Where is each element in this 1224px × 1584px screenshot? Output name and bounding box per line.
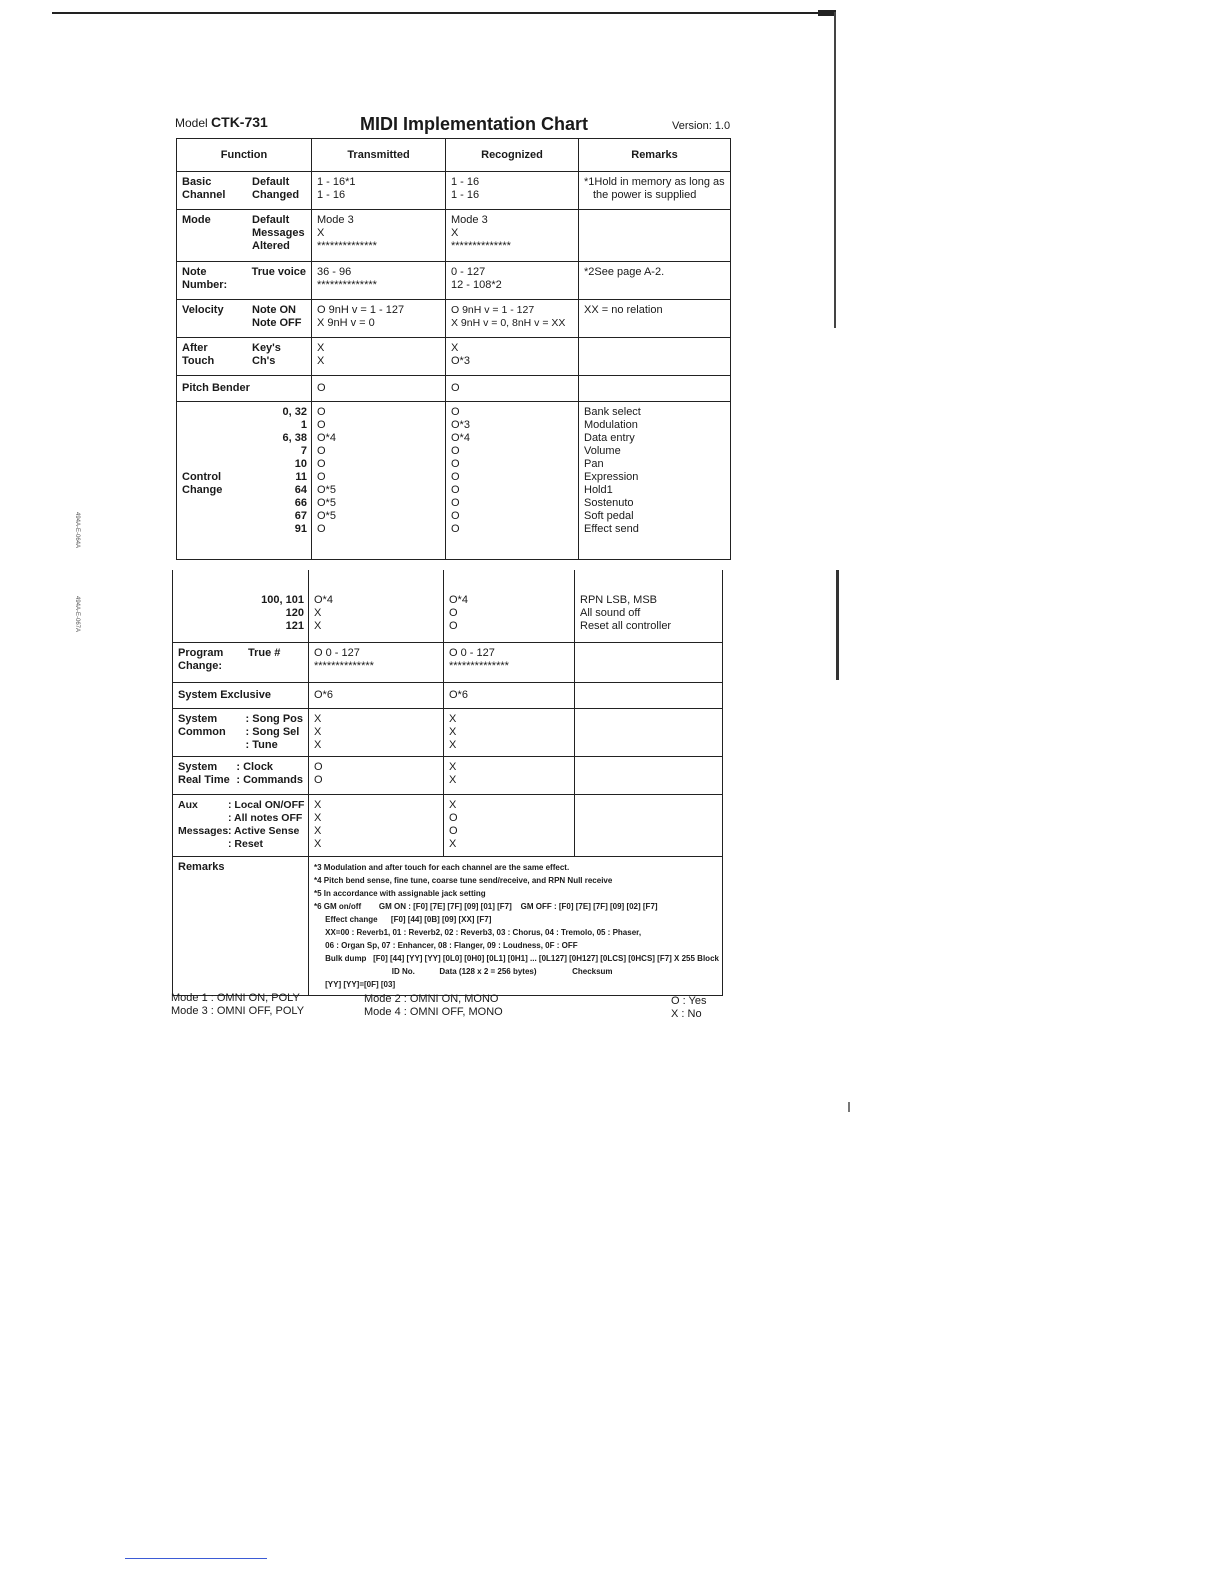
remarks-cell	[575, 682, 723, 708]
remarks-notes	[309, 856, 723, 995]
function-cell: System Common : Song Pos : Song Sel : Tune	[173, 708, 309, 756]
function-cell: Basic Channel Default Changed	[177, 172, 312, 210]
function-cell: System Real Time : Clock : Commands	[173, 756, 309, 794]
recognized-value: O	[451, 497, 460, 509]
remark-text: Hold1	[584, 484, 613, 496]
remarks-cell: *1Hold in memory as long as the power is supplied	[579, 172, 731, 210]
recognized-cell: O 0 - 127 **************	[444, 642, 575, 682]
remark-text: Soft pedal	[584, 510, 634, 522]
row-system-exclusive	[173, 682, 723, 708]
col-function: Function	[177, 139, 312, 172]
col-recognized: Recognized	[446, 139, 579, 172]
legend-modes-left: Mode 1 : OMNI ON, POLY Mode 3 : OMNI OFF, POLY	[171, 992, 305, 1017]
remarks-cell	[575, 570, 723, 642]
row-velocity	[177, 300, 731, 338]
transmitted-value: O*5	[317, 484, 336, 496]
recognized-cell: X O*3	[446, 338, 579, 376]
recognized-cell: 1 - 16 1 - 16	[446, 172, 579, 210]
transmitted-cell: O 9nH v = 1 - 127 X 9nH v = 0	[312, 300, 446, 338]
transmitted-cell: O 0 - 127 **************	[309, 642, 444, 682]
function-cell: Velocity Note ON Note OFF	[177, 300, 312, 338]
remarks-cell	[579, 402, 731, 560]
remark-text: Pan	[584, 458, 604, 470]
cc-number: 121	[285, 620, 304, 632]
recognized-cell: X O O X	[444, 794, 575, 856]
recognized-cell: X X	[444, 756, 575, 794]
cc-number: 91	[294, 523, 307, 535]
legend-modes-middle: Mode 2 : OMNI ON, MONO Mode 4 : OMNI OFF, MONO	[364, 993, 503, 1018]
remarks-cell	[579, 210, 731, 262]
row-program-change	[173, 642, 723, 682]
transmitted-value: O*5	[317, 510, 336, 522]
side-code-1: 494A-E-064A	[74, 512, 80, 549]
recognized-cell	[446, 402, 579, 560]
transmitted-cell: O*6	[309, 682, 444, 708]
recognized-cell: X X X	[444, 708, 575, 756]
row-system-common	[173, 708, 723, 756]
transmitted-value: O*5	[317, 497, 336, 509]
recognized-cell: O 9nH v = 1 - 127 X 9nH v = 0, 8nH v = XX	[446, 300, 579, 338]
recognized-value: O	[451, 406, 460, 418]
remark-note-line: [YY] [YY]=[0F] [03]	[314, 979, 396, 989]
transmitted-cell	[312, 402, 446, 560]
recognized-cell: O	[446, 376, 579, 402]
model-prefix: Model	[175, 116, 208, 130]
recognized-value: O	[449, 607, 458, 619]
recognized-value: O	[451, 445, 460, 457]
cc-number: 100, 101	[261, 594, 304, 606]
midi-table-part1	[176, 138, 731, 560]
recognized-value: O	[449, 620, 458, 632]
cc-number: 120	[285, 607, 304, 619]
remarks-cell: *2See page A-2.	[579, 262, 731, 300]
remark-note-line: XX=00 : Reverb1, 01 : Reverb2, 02 : Reverb3, 03 : Chorus, 04 : Tremolo, 05 : Phaser,	[314, 927, 642, 937]
row-after-touch	[177, 338, 731, 376]
transmitted-cell	[309, 570, 444, 642]
transmitted-value: X	[314, 607, 322, 619]
remark-text: Reset all controller	[580, 620, 672, 632]
scan-border-right-lower	[836, 570, 839, 680]
transmitted-value: O	[317, 471, 326, 483]
remark-text: Bank select	[584, 406, 641, 418]
model-label	[175, 114, 268, 136]
remarks-cell	[575, 708, 723, 756]
version-label: Version: 1.0	[672, 120, 731, 132]
cc-number: 0, 32	[282, 406, 307, 418]
transmitted-cell: 36 - 96 **************	[312, 262, 446, 300]
recognized-value: O	[451, 523, 460, 535]
function-cell: System Exclusive	[173, 682, 309, 708]
midi-table-part2	[172, 570, 723, 996]
transmitted-value: O*4	[317, 432, 336, 444]
col-transmitted: Transmitted	[312, 139, 446, 172]
scan-border-top	[52, 12, 836, 14]
remarks-cell: XX = no relation	[579, 300, 731, 338]
recognized-cell	[444, 570, 575, 642]
cc-number: 6, 38	[282, 432, 307, 444]
transmitted-value: O	[317, 445, 326, 457]
transmitted-cell: O O	[309, 756, 444, 794]
recognized-value: O	[451, 471, 460, 483]
function-cell: Aux Messages : Local ON/OFF : All notes OFF : Active Sense : Reset	[173, 794, 309, 856]
cc-number: 64	[294, 484, 307, 496]
recognized-value: O	[451, 484, 460, 496]
remark-note-line: 06 : Organ Sp, 07 : Enhancer, 08 : Flanger, 09 : Loudness, 0F : OFF	[314, 940, 578, 950]
remark-text: Sostenuto	[584, 497, 634, 509]
col-remarks: Remarks	[579, 139, 731, 172]
recognized-cell: Mode 3 X **************	[446, 210, 579, 262]
remark-note-line: *4 Pitch bend sense, fine tune, coarse tune send/receive, and RPN Null receive	[314, 875, 613, 885]
legend-symbols: O : Yes X : No	[671, 995, 707, 1020]
transmitted-value: X	[314, 620, 322, 632]
recognized-value: O*3	[451, 419, 470, 431]
transmitted-cell: X X X	[309, 708, 444, 756]
cc-number: 66	[294, 497, 307, 509]
cc-number: 7	[300, 445, 307, 457]
function-cell: Note Number: True voice	[177, 262, 312, 300]
cc-number: 1	[300, 419, 307, 431]
scan-underline	[125, 1558, 267, 1559]
remark-note-line: Bulk dump [F0] [44] [YY] [YY] [0L0] [0H0] [0L1] [0H1] ... [0L127] [0H127] [0LCS] [0HCS] [F7] X 255 Block	[314, 953, 719, 963]
row-remarks	[173, 856, 723, 995]
function-cell: After Touch Key's Ch's	[177, 338, 312, 376]
cc-number: 67	[294, 510, 307, 522]
transmitted-value: O*4	[314, 594, 333, 606]
function-cell: Mode Default Messages Altered	[177, 210, 312, 262]
function-cell: Control Change 0, 32 1 6, 38 7 10 11 64 66 67 91	[177, 402, 312, 560]
remark-note-line: *6 GM on/off GM ON : [F0] [7E] [7F] [09] [01] [F7] GM OFF : [F0] [7E] [7F] [09] [02] [F7]	[314, 901, 658, 911]
remarks-cell	[579, 376, 731, 402]
row-control-change	[177, 402, 731, 560]
recognized-value: O	[451, 510, 460, 522]
transmitted-value: O	[317, 458, 326, 470]
table-header-row	[177, 139, 731, 172]
function-cell: Program Change: True #	[173, 642, 309, 682]
transmitted-value: O	[317, 523, 326, 535]
remark-text: Data entry	[584, 432, 635, 444]
transmitted-cell: O	[312, 376, 446, 402]
remarks-cell	[579, 338, 731, 376]
recognized-value: O*4	[451, 432, 470, 444]
remark-text: RPN LSB, MSB	[580, 594, 658, 606]
cc-number-list	[178, 594, 304, 633]
scan-mark	[848, 1102, 850, 1112]
remarks-label: Remarks	[173, 856, 309, 995]
remark-note-line: Effect change [F0] [44] [0B] [09] [XX] [F7]	[314, 914, 492, 924]
transmitted-value: O	[317, 406, 326, 418]
transmitted-cell: 1 - 16*1 1 - 16	[312, 172, 446, 210]
row-mode	[177, 210, 731, 262]
remark-text: Effect send	[584, 523, 639, 535]
transmitted-cell: Mode 3 X **************	[312, 210, 446, 262]
row-aux-messages	[173, 794, 723, 856]
remark-text: Expression	[584, 471, 639, 483]
side-code-2: 494A-E-067A	[74, 596, 80, 633]
cc-number-list	[283, 406, 307, 536]
function-cell	[173, 570, 309, 642]
remarks-cell	[575, 756, 723, 794]
remark-note-line: ID No. Data (128 x 2 = 256 bytes) Checksum	[314, 966, 613, 976]
recognized-cell: 0 - 127 12 - 108*2	[446, 262, 579, 300]
remark-note-line: *3 Modulation and after touch for each channel are the same effect.	[314, 862, 570, 872]
cc-number: 11	[295, 471, 307, 483]
row-basic-channel	[177, 172, 731, 210]
transmitted-cell: X X	[312, 338, 446, 376]
scan-border-right	[834, 12, 836, 328]
transmitted-cell: X X X X	[309, 794, 444, 856]
recognized-value: O	[451, 458, 460, 470]
remark-text: All sound off	[580, 607, 641, 619]
recognized-cell: O*6	[444, 682, 575, 708]
cc-number: 10	[294, 458, 307, 470]
row-pitch-bender	[177, 376, 731, 402]
model-name: CTK-731	[211, 114, 268, 130]
page-title: MIDI Implementation Chart	[360, 114, 589, 134]
function-cell: Pitch Bender	[177, 376, 312, 402]
remark-note-line: *5 In accordance with assignable jack setting	[314, 888, 486, 898]
row-note-number	[177, 262, 731, 300]
recognized-value: O*4	[449, 594, 468, 606]
remarks-cell	[575, 642, 723, 682]
row-control-change-cont	[173, 570, 723, 642]
row-system-real-time	[173, 756, 723, 794]
remarks-cell	[575, 794, 723, 856]
transmitted-value: O	[317, 419, 326, 431]
remark-text: Volume	[584, 445, 621, 457]
remark-text: Modulation	[584, 419, 638, 431]
